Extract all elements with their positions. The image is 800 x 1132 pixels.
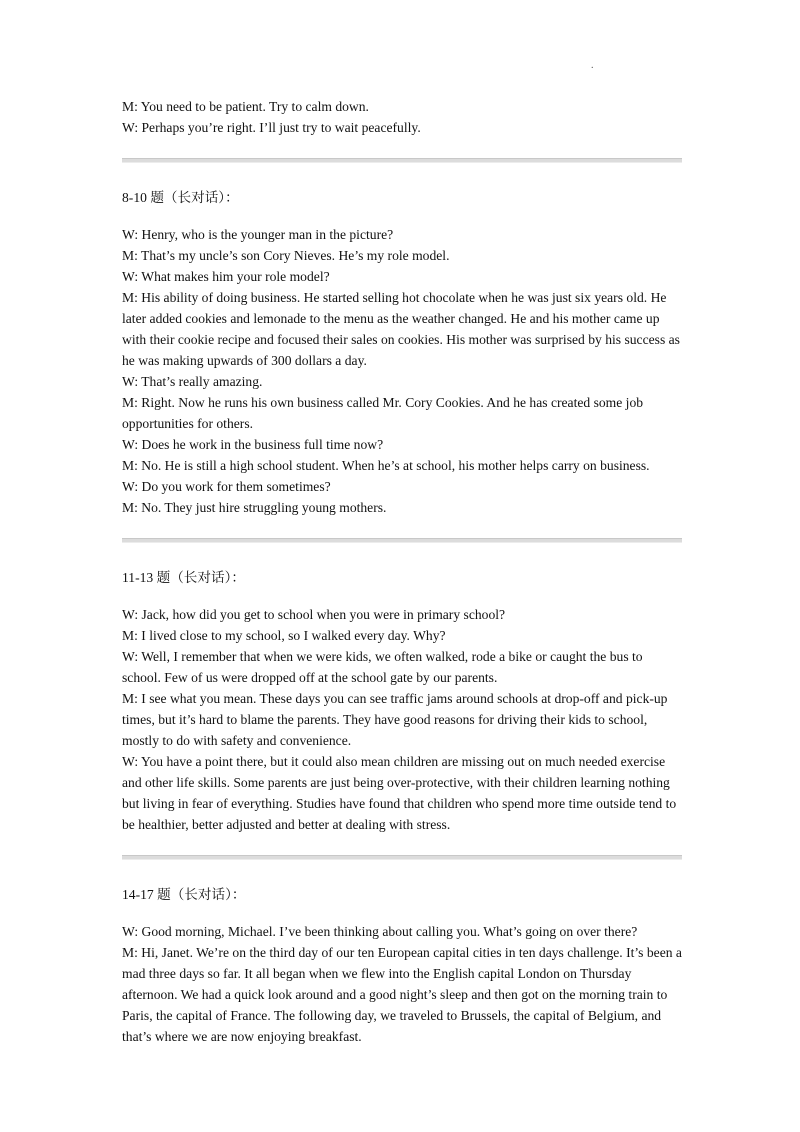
dialogue-line: W: You have a point there, but it could also mean children are missing out on much needed exercise and other life skills. Some parents are just being over-protective, with their children learning nothing but living in fear of everything. Studies have found that children who spend more time outside tend to be healthier, better adjusted and better at dealing with stress. (122, 754, 677, 832)
dialogue-line: M: No. They just hire struggling young mothers. (122, 500, 387, 515)
dialogue-line: W: What makes him your role model? (122, 269, 330, 284)
dialogue-line: M: I lived close to my school, so I walked every day. Why? (122, 628, 446, 643)
dialogue-line: M: Right. Now he runs his own business called Mr. Cory Cookies. And he has created some job opportunities for others. (122, 395, 644, 431)
dialogue-line: W: Do you work for them sometimes? (122, 479, 331, 494)
document-body (122, 96, 682, 1047)
dialogue-line: M: You need to be patient. Try to calm down. (122, 99, 369, 114)
section-divider (122, 538, 682, 543)
section-title: 14-17 题（长对话）： (122, 887, 246, 902)
section-title: 8-10 题（长对话）： (122, 190, 239, 205)
section-dialogue (122, 604, 682, 835)
dialogue-line: W: Henry, who is the younger man in the picture? (122, 227, 394, 242)
dialogue-line: W: Does he work in the business full time now? (122, 437, 384, 452)
dialogue-line: W: Good morning, Michael. I’ve been thinking about calling you. What’s going on over there? (122, 924, 638, 939)
opening-dialogue (122, 96, 682, 138)
dialogue-line: M: That’s my uncle’s son Cory Nieves. He’s my role model. (122, 248, 450, 263)
page-mark: . (591, 60, 594, 71)
dialogue-line: W: Well, I remember that when we were kids, we often walked, rode a bike or caught the bus to school. Few of us were dropped off at the school gate by our parents. (122, 649, 643, 685)
dialogue-line: W: Perhaps you’re right. I’ll just try to wait peacefully. (122, 120, 421, 135)
dialogue-line: M: Hi, Janet. We’re on the third day of our ten European capital cities in ten days challenge. It’s been a mad three days so far. It all began when we flew into the English capital London on Thursday afternoon. We had a quick look around and a good night’s sleep and then got on the morning train to Paris, the capital of France. The following day, we traveled to Brussels, the capital of Belgium, and that’s where we are now enjoying breakfast. (122, 945, 682, 1044)
section-dialogue (122, 224, 682, 518)
dialogue-line: M: No. He is still a high school student. When he’s at school, his mother helps carry on business. (122, 458, 650, 473)
dialogue-line: W: That’s really amazing. (122, 374, 263, 389)
dialogue-line: W: Jack, how did you get to school when you were in primary school? (122, 607, 506, 622)
section-title: 11-13 题（长对话）： (122, 570, 245, 585)
dialogue-line: M: I see what you mean. These days you can see traffic jams around schools at drop-off and pick-up times, but it’s hard to blame the parents. They have good reasons for driving their kids to school, mostly to do with safety and convenience. (122, 691, 668, 748)
section-8-10 (122, 187, 682, 518)
section-14-17 (122, 884, 682, 1047)
section-divider (122, 855, 682, 860)
section-dialogue (122, 921, 682, 1047)
dialogue-line: M: His ability of doing business. He started selling hot chocolate when he was just six years old. He later added cookies and lemonade to the menu as the weather changed. He and his mother came up with their cookie recipe and focused their sales on cookies. His mother was surprised by his success as he was making upwards of 300 dollars a day. (122, 290, 680, 368)
section-divider (122, 158, 682, 163)
section-11-13 (122, 567, 682, 835)
